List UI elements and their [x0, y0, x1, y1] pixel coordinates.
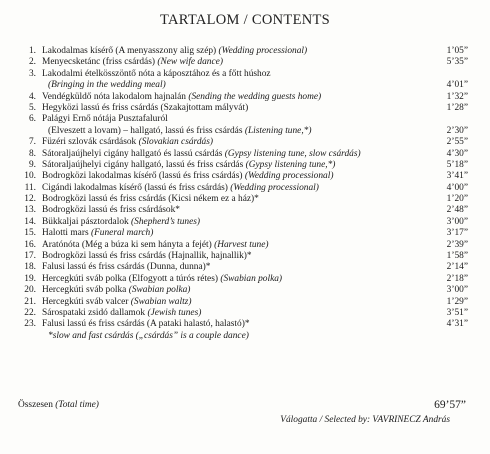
track-row: [0, 262, 490, 273]
track-row: [0, 126, 490, 137]
track-title-en: (Slovakian csárdás): [138, 137, 213, 148]
track-title-en: (Funeral march): [90, 228, 154, 239]
track-duration: 3’41”: [446, 171, 468, 182]
track-row: [0, 308, 490, 319]
track-row: [0, 274, 490, 285]
track-row: [0, 297, 490, 308]
track-title: [42, 240, 269, 251]
track-title: [42, 183, 319, 194]
track-title-en: (Harvest tune): [214, 239, 269, 250]
track-title-hu: Füzéri szlovák csárdások: [42, 137, 137, 148]
track-row: [0, 194, 490, 205]
track-number: 5.: [28, 102, 36, 113]
track-title-en: (Bringing in the wedding meal): [48, 80, 166, 91]
total-label: Összesen: [18, 400, 53, 410]
track-title: [42, 114, 168, 125]
track-duration: 5’35”: [446, 57, 468, 68]
track-title-hu: Sárospataki zsidó dallamok: [42, 307, 146, 318]
track-duration: 2’14”: [446, 262, 468, 273]
track-row: [0, 205, 490, 216]
track-number: 22.: [24, 307, 36, 318]
track-number: 14.: [24, 216, 36, 227]
track-title-hu: Aratónóta (Még a búza ki sem hányta a fejét): [42, 239, 212, 250]
track-title-hu: Lakodalmas kísérő (A menyasszony alig szép): [42, 46, 217, 56]
track-duration: 3’17”: [446, 228, 468, 239]
track-row: [0, 240, 490, 251]
track-title: [42, 194, 259, 205]
track-number: 10.: [24, 171, 36, 182]
track-row: [0, 183, 490, 194]
track-row: [0, 46, 490, 57]
track-title-en: (Jewish tunes): [147, 307, 202, 318]
track-title-en: *slow and fast csárdás („csárdás” is a couple dance): [48, 330, 249, 341]
track-duration: 3’00”: [446, 285, 468, 296]
track-title-hu: Falusi lassú és friss csárdás (A pataki halastó, halastó)*: [42, 319, 250, 330]
track-title-hu: Halotti mars: [42, 228, 89, 239]
track-title: [42, 149, 361, 160]
track-title-hu: Sátoraljaújhelyi cigány hallgató, lassú és friss csárdás: [42, 159, 244, 170]
track-duration: 4’01”: [446, 80, 468, 91]
track-duration: 2’18”: [446, 273, 468, 284]
track-duration: 1’58”: [446, 251, 468, 262]
track-title: [42, 103, 248, 114]
track-duration: 1’05”: [446, 46, 468, 56]
track-title-en: (New wife dance): [157, 57, 223, 68]
track-duration: 2’48”: [446, 205, 468, 216]
track-title: [42, 205, 180, 216]
track-number: 11.: [24, 182, 36, 193]
track-title-hu: Lakodalmi ételkösszöntő nóta a káposztához és a főtt húshoz: [42, 68, 271, 79]
track-duration: 2’39”: [446, 239, 468, 250]
track-duration: 2’30”: [446, 125, 468, 136]
track-row: [0, 217, 490, 228]
track-title-hu: Menyecsketánc (friss csárdás): [42, 57, 155, 68]
track-title-en: (Wedding processional): [244, 171, 334, 182]
track-row: [0, 149, 490, 160]
track-title: [48, 331, 249, 342]
track-title: [42, 57, 223, 68]
track-number: 18.: [24, 262, 36, 273]
track-duration: 1’28”: [446, 102, 468, 113]
track-duration: 4’00”: [446, 182, 468, 193]
track-number: 1.: [28, 46, 36, 56]
total-label-en: (Total time): [55, 400, 99, 410]
track-title: [42, 308, 201, 319]
track-title: [42, 92, 321, 103]
track-number: 8.: [28, 148, 36, 159]
track-row: [0, 319, 490, 330]
track-title-hu: Bodrogközi lassú és friss csárdás (Kicsi nékem ez a ház)*: [42, 194, 259, 205]
track-number: 4.: [28, 91, 36, 102]
track-title-hu: Hercegkúti sváb polka (Elfogyott a túrós rétes): [42, 273, 218, 284]
selected-by: Válogatta / Selected by: VAVRINECZ András: [280, 415, 450, 425]
track-title-hu: Hercegkúti sváb polka: [42, 285, 127, 296]
track-title-en: (Shepherd’s tunes): [131, 216, 201, 227]
track-duration: 4’30”: [446, 148, 468, 159]
track-number: 6.: [28, 114, 36, 125]
track-row: [0, 285, 490, 296]
track-duration: 5’18”: [446, 159, 468, 170]
track-title-hu: Bodrogközi lassú és friss csárdás (Hajnallik, hajnallik)*: [42, 251, 252, 262]
track-title-hu: Bodrogközi lassú és friss csárdások*: [42, 205, 180, 216]
track-title-hu: Bükkaljai pásztordalok: [42, 216, 129, 227]
track-title-hu: Sátoraljaújhelyi cigány hallgató és lassú csárdás: [42, 148, 223, 159]
track-list: [0, 46, 490, 342]
track-number: 13.: [24, 205, 36, 216]
track-number: 16.: [24, 239, 36, 250]
track-row: [0, 80, 490, 91]
track-number: 23.: [24, 319, 36, 330]
track-duration: 1’29”: [446, 296, 468, 307]
track-title: [48, 80, 166, 91]
track-row: [0, 92, 490, 103]
track-title: [42, 262, 210, 273]
track-title: [42, 319, 250, 330]
track-number: 12.: [24, 194, 36, 205]
track-row: [0, 137, 490, 148]
track-title: [42, 160, 335, 171]
page-title: TARTALOM / CONTENTS: [159, 12, 331, 28]
total-time: 69’57”: [434, 399, 466, 411]
track-row: [0, 160, 490, 171]
track-title-en: (Swabian polka): [220, 273, 283, 284]
track-title: [42, 46, 307, 57]
track-title: [42, 217, 200, 228]
track-title-en: (Listening tune,*): [244, 125, 312, 136]
track-title: [42, 171, 333, 182]
track-title-hu: Cigándi lakodalmas kísérő (lassú és friss csárdás): [42, 182, 228, 193]
track-number: 2.: [28, 57, 36, 68]
track-title: [42, 274, 282, 285]
track-row: [0, 251, 490, 262]
track-title: [42, 297, 191, 308]
track-row: [0, 171, 490, 182]
track-title: [48, 126, 312, 137]
track-title-hu: Hegyközi lassú és friss csárdás (Szakajtottam mályvát): [42, 102, 249, 113]
track-title-hu: Palágyi Ernő nótája Pusztafaluról: [42, 114, 168, 125]
total-row: [18, 398, 470, 412]
track-duration: 2’55”: [446, 137, 468, 148]
track-row: [0, 228, 490, 239]
track-number: 9.: [28, 159, 36, 170]
track-title-hu: Hercegkúti sváb valcer: [42, 296, 129, 307]
track-number: 17.: [24, 251, 36, 262]
track-row: [0, 69, 490, 80]
track-row: [0, 114, 490, 125]
track-title-en: (Wedding processional): [218, 46, 308, 56]
track-title-en: (Sending the wedding guests home): [188, 91, 322, 102]
track-title: [42, 251, 252, 262]
track-number: 3.: [28, 68, 36, 79]
track-title-hu: Bodrogközi lakodalmas kísérő (lassú és friss csárdás): [42, 171, 243, 182]
track-title: [42, 285, 190, 296]
track-number: 21.: [24, 296, 36, 307]
track-title: [42, 69, 271, 80]
track-title-hu: (Elveszett a lovam) – hallgató, lassú és friss csárdás: [48, 125, 243, 136]
track-number: 20.: [24, 285, 36, 296]
track-duration: 3’51”: [446, 307, 468, 318]
track-title-en: (Swabian waltz): [130, 296, 192, 307]
track-number: 7.: [28, 137, 36, 148]
track-duration: 4’31”: [446, 319, 468, 330]
track-title-hu: Vendégküldő nóta lakodalom hajnalán: [42, 91, 186, 102]
track-number: 15.: [24, 228, 36, 239]
track-number: 19.: [24, 273, 36, 284]
track-row: [0, 103, 490, 114]
track-title: [42, 228, 153, 239]
track-title-en: (Gypsy listening tune, slow csárdás): [224, 148, 361, 159]
track-duration: 1’20”: [446, 194, 468, 205]
track-row: [0, 57, 490, 68]
track-title-en: (Gypsy listening tune,*): [245, 159, 336, 170]
track-title: [42, 137, 213, 148]
track-title-en: (Wedding processional): [230, 182, 319, 193]
track-duration: 1’32”: [446, 91, 468, 102]
track-title-hu: Falusi lassú és friss csárdás (Dunna, dunna)*: [42, 262, 211, 273]
track-title-en: (Swabian polka): [128, 285, 191, 296]
track-duration: 3’00”: [446, 216, 468, 227]
track-row: [0, 331, 490, 342]
